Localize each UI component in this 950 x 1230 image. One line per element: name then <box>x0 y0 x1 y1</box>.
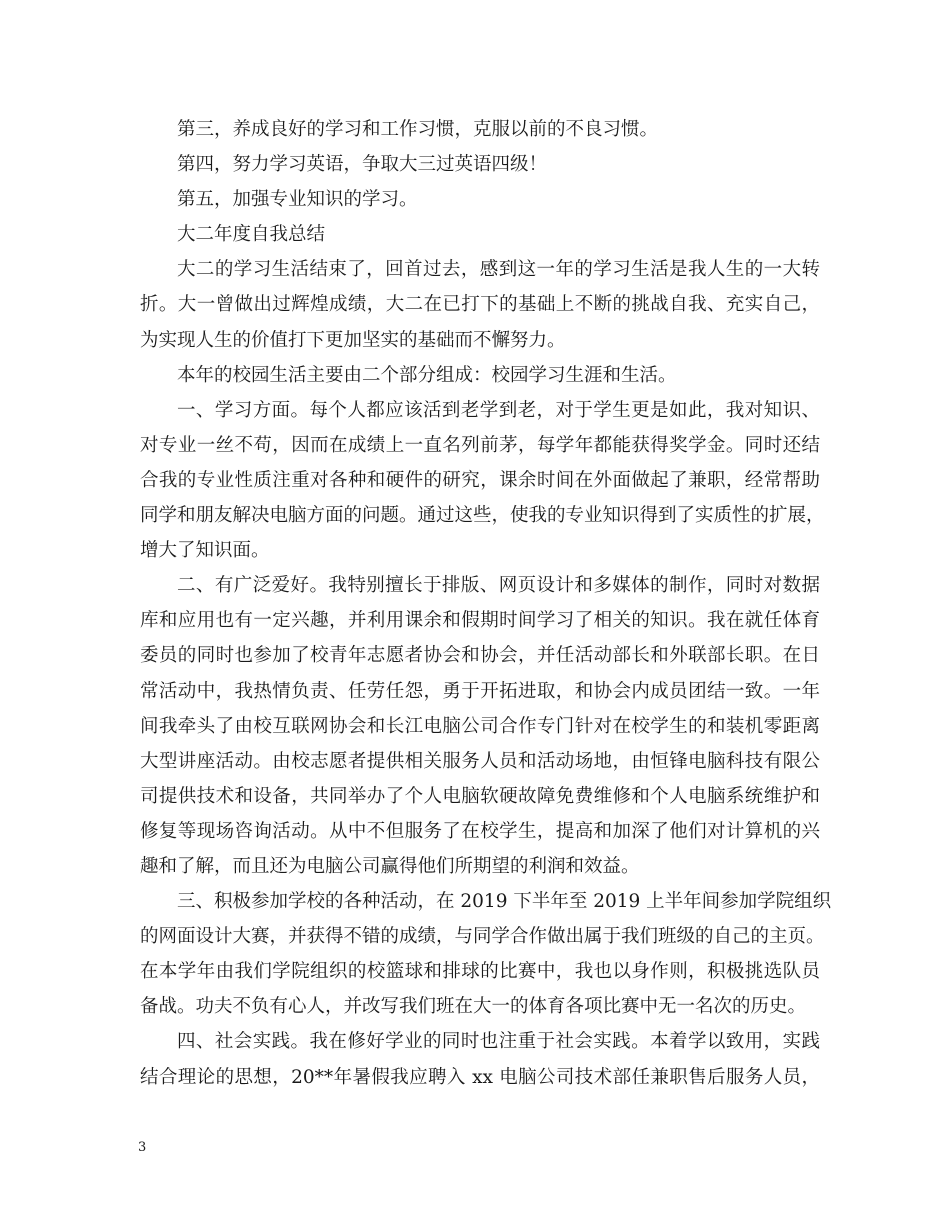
text-line: 大型讲座活动。由校志愿者提供相关服务人员和活动场地，由恒锋电脑科技有限公 <box>140 750 820 772</box>
page-number: 3 <box>138 1140 147 1155</box>
text-line: 增大了知识面。 <box>140 540 270 562</box>
text-line: 的网面设计大赛，并获得不错的成绩，与同学合作做出属于我们班级的自己的主页。 <box>140 926 825 948</box>
text-line: 在本学年由我们学院组织的校篮球和排球的比赛中，我也以身作则，积极挑选队员 <box>140 961 820 983</box>
text-line: 修复等现场咨询活动。从中不但服务了在校学生，提高和加深了他们对计算机的兴 <box>140 820 820 842</box>
document-body <box>140 112 832 1095</box>
text-line: 第四，努力学习英语，争取大三过英语四级！ <box>177 154 548 176</box>
text-line: 三、积极参加学校的各种活动，在 2019 下半年至 2019 上半年间参加学院组织 <box>177 891 832 913</box>
text-line: 对专业一丝不苟，因而在成绩上一直名列前茅，每学年都能获得奖学金。同时还结 <box>140 434 820 456</box>
text-line: 间我牵头了由校互联网协会和长江电脑公司合作专门针对在校学生的和装机零距离 <box>140 715 820 737</box>
section-heading: 大二年度自我总结 <box>177 224 326 246</box>
text-line: 一、学习方面。每个人都应该活到老学到老，对于学生更是如此，我对知识、 <box>177 399 820 421</box>
text-line: 本年的校园生活主要由二个部分组成：校园学习生涯和生活。 <box>177 364 677 386</box>
text-line: 为实现人生的价值打下更加坚实的基础而不懈努力。 <box>140 329 566 351</box>
text-line: 第五，加强专业知识的学习。 <box>177 189 418 211</box>
text-line: 趣和了解，而且还为电脑公司赢得他们所期望的利润和效益。 <box>140 855 640 877</box>
text-line: 常活动中，我热情负责、任劳任怨，勇于开拓进取，和协会内成员团结一致。一年 <box>140 680 820 702</box>
text-line: 大二的学习生活结束了，回首过去，感到这一年的学习生活是我人生的一大转 <box>177 259 820 281</box>
text-line: 库和应用也有一定兴趣，并利用课余和假期时间学习了相关的知识。我在就任体育 <box>140 610 820 632</box>
text-line: 四、社会实践。我在修好学业的同时也注重于社会实践。本着学以致用，实践 <box>177 1031 820 1053</box>
text-line: 委员的同时也参加了校青年志愿者协会和协会，并任活动部长和外联部长职。在日 <box>140 645 820 667</box>
text-line: 第三，养成良好的学习和工作习惯，克服以前的不良习惯。 <box>177 119 659 140</box>
text-line: 结合理论的思想，20**年暑假我应聘入 xx 电脑公司技术部任兼职售后服务人员， <box>140 1066 820 1088</box>
text-line: 合我的专业性质注重对各种和硬件的研究，课余时间在外面做起了兼职，经常帮助 <box>140 469 820 491</box>
text-line: 二、有广泛爱好。我特别擅长于排版、网页设计和多媒体的制作，同时对数据 <box>177 575 820 597</box>
text-line: 司提供技术和设备，共同举办了个人电脑软硬故障免费维修和个人电脑系统维护和 <box>140 785 820 807</box>
text-line: 备战。功夫不负有心人，并改写我们班在大一的体育各项比赛中无一名次的历史。 <box>140 996 807 1018</box>
text-line: 同学和朋友解决电脑方面的问题。通过这些，使我的专业知识得到了实质性的扩展， <box>140 505 825 527</box>
text-line: 折。大一曾做出过辉煌成绩，大二在已打下的基础上不断的挑战自我、充实自己， <box>140 294 820 316</box>
